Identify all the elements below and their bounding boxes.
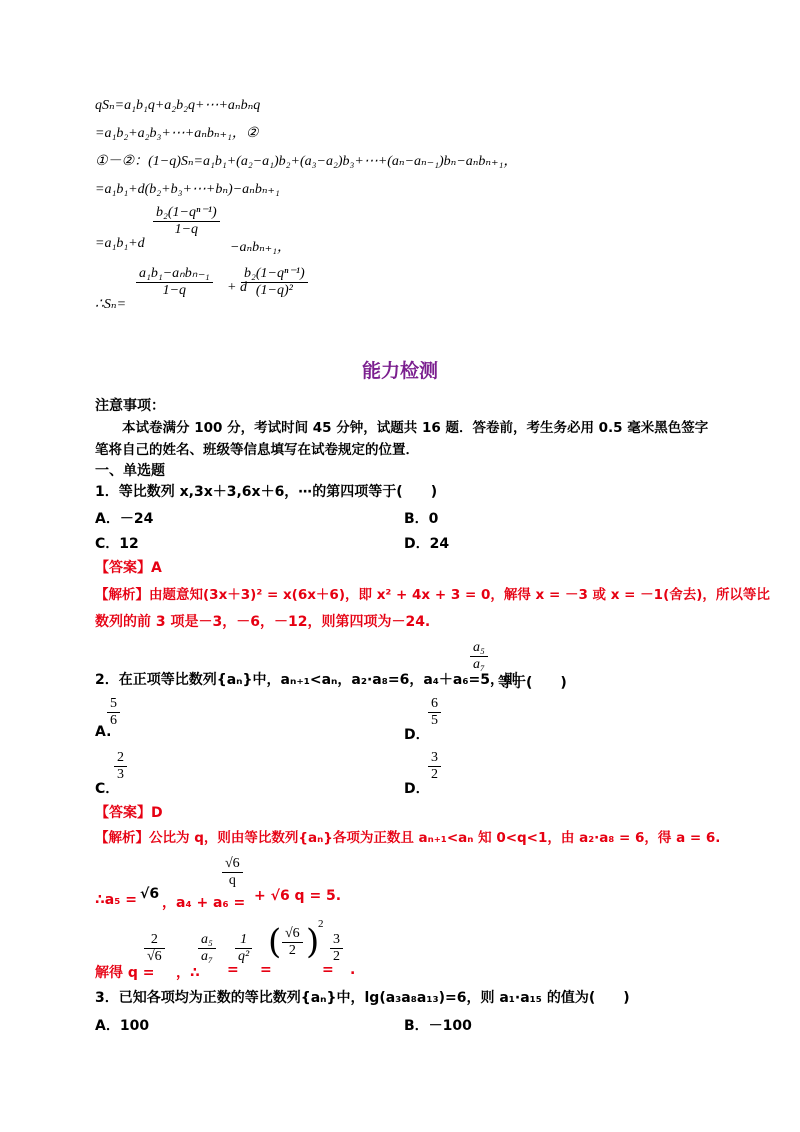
q2-analysis-line-1: 【解析】公比为 q，则由等比数列{aₙ}各项为正数且 aₙ₊₁<aₙ 知 0<q<1，由 a₂·a₈ = 6，得 a = 6. xyxy=(95,830,721,846)
q1-option-b: B．0 xyxy=(404,511,439,527)
fraction-numerator: 3 xyxy=(330,932,343,949)
derivation-line-3: ①－②：(1−q)Sₙ=a₁b₁+(a₂−a₁)b₂+(a₃−a₂)b₃+⋯+(aₙ−aₙ₋₁)bₙ−aₙbₙ₊₁， xyxy=(95,154,518,169)
section-1-heading: 一、单选题 xyxy=(95,463,165,479)
q3-option-a: A．100 xyxy=(95,1018,150,1034)
fraction-numerator: b₂(1−qⁿ⁻¹) xyxy=(241,265,308,283)
q1-option-c: C．12 xyxy=(95,536,139,552)
fraction-numerator: 6 xyxy=(428,696,441,713)
q2-solve-fraction-4 xyxy=(282,926,303,959)
fraction-numerator: 1 xyxy=(235,932,252,949)
q2-stem-lead: 2．在正项等比数列{aₙ}中，aₙ₊₁<aₙ，a₂·a₈=6，a₄＋a₆=5，则 xyxy=(95,672,518,688)
derivation-line-5-lead: =a₁b₁+d xyxy=(95,236,145,251)
q2-stem-fraction xyxy=(470,640,488,673)
q2-option-b-label: D． xyxy=(404,727,430,743)
q2-a5-fraction xyxy=(222,856,243,889)
fraction-numerator: a₁b₁−aₙbₙ₋₁ xyxy=(136,265,213,283)
q1-option-a: A．－24 xyxy=(95,511,154,527)
left-paren-icon: ( xyxy=(268,922,282,962)
derivation-line-6-fraction-2 xyxy=(241,265,308,299)
q2-solve-eq-1: = xyxy=(227,962,239,978)
fraction-denominator: 6 xyxy=(107,712,120,729)
fraction-denominator: 2 xyxy=(288,943,296,958)
derivation-line-6-lead: ∴Sₙ= xyxy=(95,297,127,312)
q2-solve-eq-2: = xyxy=(260,962,272,978)
q2-option-d-label: D． xyxy=(404,781,430,797)
fraction-denominator: 5 xyxy=(431,713,438,728)
q2-solve-squared-group xyxy=(268,922,281,962)
q2-option-b-fraction xyxy=(428,696,441,729)
q2-stem-tail: 等于( ) xyxy=(498,675,567,691)
fraction-numerator: 5 xyxy=(110,696,117,711)
q1-option-d: D．24 xyxy=(404,536,450,552)
q1-analysis-line-1: 【解析】由题意知(3x＋3)² = x(6x＋6)，即 x² + 4x + 3 = 0，解得 x = －3 或 x = －1(舍去)，所以等比 xyxy=(95,587,770,603)
q2-solve-fraction-3 xyxy=(235,932,252,965)
q2-option-d-fraction xyxy=(428,750,441,783)
fraction-denominator: 1−q xyxy=(174,222,199,237)
fraction-numerator: √6 xyxy=(222,856,243,873)
fraction-denominator: q xyxy=(228,873,236,888)
fraction-numerator: 2 xyxy=(114,750,127,767)
notice-line-1: 本试卷满分 100 分，考试时间 45 分钟，试题共 16 题．答卷前，考生务必用 0.5 毫米黑色签字 xyxy=(122,420,709,436)
q1-stem: 1．等比数列 x,3x＋3,6x＋6，⋯的第四项等于( ) xyxy=(95,484,438,500)
q2-solve-eq-3: = xyxy=(322,962,334,978)
q1-answer: 【答案】A xyxy=(95,560,162,576)
section-title: 能力检测 xyxy=(361,360,438,382)
fraction-denominator: 3 xyxy=(117,767,124,782)
q2-option-c-fraction xyxy=(114,750,127,783)
derivation-line-6-fraction-1 xyxy=(136,265,213,299)
fraction-numerator: 3 xyxy=(428,750,441,767)
fraction-denominator: √6 xyxy=(147,949,162,964)
fraction-denominator: 1−q xyxy=(162,283,187,298)
q2-option-c-label: C． xyxy=(95,781,120,797)
derivation-line-4: =a₁b₁+d(b₂+b₃+⋯+bₙ)−aₙbₙ₊₁ xyxy=(95,182,280,197)
fraction-numerator: b₂(1−qⁿ⁻¹) xyxy=(153,204,220,222)
q2-solve-exponent: 2 xyxy=(318,918,324,930)
fraction-denominator: 2 xyxy=(333,949,340,964)
q2-a5-value: √6 xyxy=(140,886,160,902)
q3-stem: 3．已知各项均为正数的等比数列{aₙ}中，lg(a₃a₈a₁₃)=6，则 a₁·a₁₅ 的值为( ) xyxy=(95,990,630,1006)
q2-option-a-fraction xyxy=(107,696,120,729)
fraction-denominator: 2 xyxy=(431,767,438,782)
q2-solve-lead: 解得 q = xyxy=(95,965,155,981)
fraction-numerator: a₅ xyxy=(470,640,488,657)
q2-solve-mid: ，∴ xyxy=(176,965,200,981)
q2-option-a-label: A. xyxy=(95,724,112,740)
q2-solve-fraction-1 xyxy=(144,932,165,965)
q2-solve-fraction-5 xyxy=(330,932,343,965)
derivation-line-6-plus-d: + d xyxy=(227,280,247,295)
q1-analysis-line-2: 数列的前 3 项是－3，－6，－12，则第四项为－24. xyxy=(95,614,431,630)
fraction-denominator: (1−q)² xyxy=(255,283,293,298)
right-paren-icon: ) xyxy=(306,922,320,962)
q3-option-b: B．－100 xyxy=(404,1018,472,1034)
fraction-numerator: √6 xyxy=(282,926,303,943)
fraction-numerator: a₅ xyxy=(198,932,216,949)
q2-solve-fraction-2 xyxy=(198,932,216,965)
fraction-denominator: a₇ xyxy=(473,657,485,672)
q2-solve-end: . xyxy=(350,962,356,978)
fraction-numerator: 2 xyxy=(144,932,165,949)
q2-a5-mid: ，a₄ + a₆ = xyxy=(162,895,246,911)
derivation-line-1: qSₙ=a₁b₁q+a₂b₂q+⋯+aₙbₙq xyxy=(95,98,261,113)
q2-a5-lead: ∴a₅ = xyxy=(95,892,137,908)
q2-answer: 【答案】D xyxy=(95,805,163,821)
fraction-denominator: a₇ xyxy=(201,949,213,964)
notice-heading: 注意事项： xyxy=(95,398,165,414)
q2-a5-plus: + √6 q = 5. xyxy=(254,888,342,904)
derivation-line-5-fraction xyxy=(153,204,220,238)
fraction-denominator: q² xyxy=(238,949,250,964)
derivation-line-2: =a₁b₂+a₂b₃+⋯+aₙbₙ₊₁，② xyxy=(95,126,259,141)
notice-line-2: 笔将自己的姓名、班级等信息填写在试卷规定的位置． xyxy=(95,442,419,458)
derivation-line-5-tail: −aₙbₙ₊₁， xyxy=(230,240,292,255)
